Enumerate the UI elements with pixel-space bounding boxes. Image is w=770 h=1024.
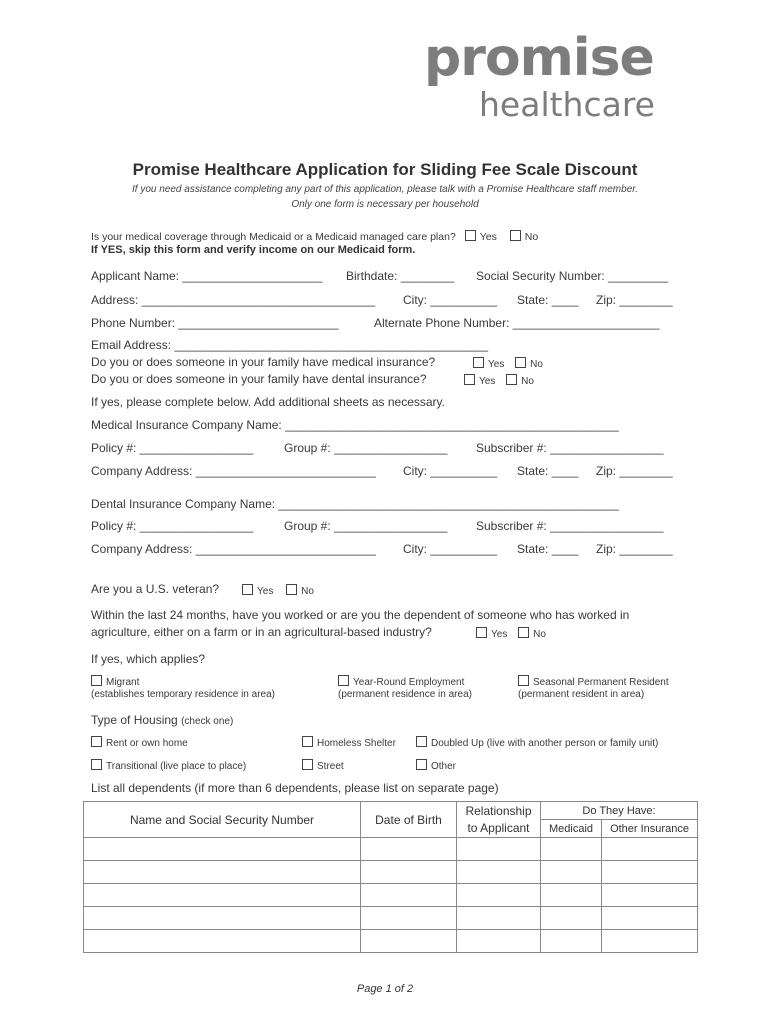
dental-group-field[interactable]: Group #: _________________ [284, 519, 448, 533]
medical-insurance-options [473, 357, 543, 370]
ssn-field[interactable]: Social Security Number: _________ [476, 269, 669, 283]
seasonal-label: Seasonal Permanent Resident [533, 677, 669, 688]
medical-group-field[interactable]: Group #: _________________ [284, 441, 448, 455]
housing-rent-own[interactable] [91, 736, 188, 749]
medical-city-field[interactable]: City: __________ [403, 464, 498, 478]
page-number: Page 1 of 2 [356, 983, 414, 995]
agriculture-question-line1: Within the last 24 months, have you worked or are you the dependent of someone who has worked in [91, 608, 630, 622]
cell[interactable] [84, 930, 361, 953]
cell[interactable] [84, 884, 361, 907]
transitional-label: Transitional (live place to place) [106, 761, 247, 772]
cell[interactable] [84, 907, 361, 930]
medicaid-yes-label: Yes [479, 231, 497, 243]
agriculture-yes-checkbox[interactable] [476, 627, 487, 638]
housing-hint: (check one) [181, 716, 234, 727]
street-checkbox[interactable] [302, 759, 313, 770]
applies-seasonal[interactable] [518, 675, 669, 688]
agriculture-no-label: No [533, 629, 546, 640]
cell[interactable] [541, 930, 602, 953]
dental-zip-field[interactable]: Zip: ________ [596, 542, 673, 556]
cell[interactable] [84, 838, 361, 861]
col-other-header: Other Insurance [602, 820, 698, 838]
transitional-checkbox[interactable] [91, 759, 102, 770]
phone-field[interactable]: Phone Number: ________________________ [91, 316, 339, 330]
cell[interactable] [602, 861, 698, 884]
table-row[interactable] [84, 838, 698, 861]
agriculture-question-line2: agriculture, either on a farm or in an agricultural-based industry? [91, 625, 432, 639]
cell[interactable] [457, 930, 541, 953]
logo-wordmark: promise [424, 28, 654, 88]
medical-no-label: No [530, 359, 543, 370]
year-round-checkbox[interactable] [338, 675, 349, 686]
dental-yes-label: Yes [479, 376, 496, 387]
medical-subscriber-field[interactable]: Subscriber #: _________________ [476, 441, 664, 455]
cell[interactable] [361, 907, 457, 930]
col-dob-header: Date of Birth [361, 802, 457, 838]
state-field[interactable]: State: ____ [517, 293, 579, 307]
migrant-label: Migrant [106, 677, 140, 688]
cell[interactable] [457, 838, 541, 861]
dependents-table [83, 801, 698, 953]
page-title: Promise Healthcare Application for Sliding Fee Scale Discount [132, 160, 638, 179]
cell[interactable] [457, 907, 541, 930]
veteran-no-checkbox[interactable] [286, 584, 297, 595]
housing-other[interactable] [416, 759, 456, 772]
year-round-note: (permanent residence in area) [338, 689, 472, 700]
cell[interactable] [361, 884, 457, 907]
medicaid-no-label: No [524, 231, 539, 243]
applies-migrant[interactable] [91, 675, 139, 688]
table-row[interactable] [84, 884, 698, 907]
applicant-name-field[interactable]: Applicant Name: _____________________ [91, 269, 323, 283]
col-medicaid-header: Medicaid [541, 820, 602, 838]
table-row[interactable] [84, 930, 698, 953]
col-relationship-line2: to Applicant [467, 820, 530, 835]
rent-own-label: Rent or own home [106, 738, 188, 749]
medical-policy-field[interactable]: Policy #: _________________ [91, 441, 254, 455]
medical-company-address-field[interactable]: Company Address: ___________________________ [91, 464, 376, 478]
birthdate-field[interactable]: Birthdate: ________ [346, 269, 455, 283]
migrant-note: (establishes temporary residence in area) [91, 689, 275, 700]
cell[interactable] [602, 930, 698, 953]
medical-zip-field[interactable]: Zip: ________ [596, 464, 673, 478]
dependents-title: List all dependents (if more than 6 dependents, please list on separate page) [91, 781, 499, 795]
doubled-up-checkbox[interactable] [416, 736, 427, 747]
year-round-label: Year-Round Employment [353, 677, 465, 688]
medicaid-question [91, 230, 538, 243]
cell[interactable] [541, 907, 602, 930]
col-relationship-header [457, 802, 541, 838]
medical-insurance-question-text: Do you or does someone in your family have medical insurance? [91, 355, 436, 369]
other-label: Other [431, 761, 457, 772]
cell[interactable] [602, 907, 698, 930]
cell[interactable] [541, 861, 602, 884]
doubled-up-label: Doubled Up (live with another person or family unit) [431, 738, 659, 749]
veteran-yes-checkbox[interactable] [242, 584, 253, 595]
address-field[interactable]: Address: ___________________________________ [91, 293, 376, 307]
housing-transitional[interactable] [91, 759, 246, 772]
logo-subtext: healthcare [479, 85, 655, 124]
medical-no-checkbox[interactable] [515, 357, 526, 368]
zip-field[interactable]: Zip: ________ [596, 293, 673, 307]
medical-yes-checkbox[interactable] [473, 357, 484, 368]
cell[interactable] [361, 930, 457, 953]
homeless-label: Homeless Shelter [317, 738, 396, 749]
dental-yes-checkbox[interactable] [464, 374, 475, 385]
subtitle-assistance: If you need assistance completing any part of this application, please talk with a Promise Healthcare staff member. [132, 184, 638, 195]
cell[interactable] [457, 884, 541, 907]
cell[interactable] [602, 884, 698, 907]
dental-policy-field[interactable]: Policy #: _________________ [91, 519, 254, 533]
cell[interactable] [84, 861, 361, 884]
col-relationship-line1: Relationship [465, 803, 532, 818]
applies-year-round[interactable] [338, 675, 464, 688]
veteran-options [242, 584, 314, 597]
cell[interactable] [541, 884, 602, 907]
homeless-checkbox[interactable] [302, 736, 313, 747]
medicaid-question-text: Is your medical coverage through Medicaid or a Medicaid managed care plan? [91, 231, 456, 243]
dental-subscriber-field[interactable]: Subscriber #: _________________ [476, 519, 664, 533]
col-name-header: Name and Social Security Number [84, 802, 361, 838]
email-field[interactable]: Email Address: _______________________________________________ [91, 338, 489, 352]
housing-homeless[interactable] [302, 736, 396, 749]
housing-doubled-up[interactable] [416, 736, 658, 749]
col-have-header: Do They Have: [541, 802, 698, 820]
cell[interactable] [361, 861, 457, 884]
dental-no-checkbox[interactable] [506, 374, 517, 385]
applies-question: If yes, which applies? [91, 652, 206, 666]
table-row[interactable] [84, 907, 698, 930]
veteran-question: Are you a U.S. veteran? [91, 582, 220, 596]
rent-own-checkbox[interactable] [91, 736, 102, 747]
dental-company-field[interactable]: Dental Insurance Company Name: ___________________________________________________ [91, 497, 619, 511]
dental-company-address-field[interactable]: Company Address: ___________________________ [91, 542, 376, 556]
veteran-no-label: No [301, 586, 314, 597]
medical-state-field[interactable]: State: ____ [517, 464, 579, 478]
dental-insurance-question: Do you or does someone in your family have dental insurance? [91, 372, 427, 386]
alt-phone-field[interactable]: Alternate Phone Number: ______________________ [374, 316, 660, 330]
veteran-yes-label: Yes [257, 586, 274, 597]
housing-title [91, 713, 233, 727]
medical-company-field[interactable]: Medical Insurance Company Name: __________________________________________________ [91, 418, 619, 432]
agriculture-options [476, 627, 546, 640]
city-field[interactable]: City: __________ [403, 293, 498, 307]
medicaid-yes-checkbox[interactable] [465, 230, 476, 241]
dental-no-label: No [521, 376, 534, 387]
medical-insurance-question [91, 355, 435, 369]
dental-state-field[interactable]: State: ____ [517, 542, 579, 556]
housing-title-text: Type of Housing [91, 713, 178, 727]
housing-street[interactable] [302, 759, 344, 772]
street-label: Street [317, 761, 344, 772]
dental-city-field[interactable]: City: __________ [403, 542, 498, 556]
seasonal-note: (permanent resident in area) [518, 689, 645, 700]
cell[interactable] [361, 838, 457, 861]
medicaid-note: If YES, skip this form and verify income on our Medicaid form. [91, 244, 416, 256]
table-row[interactable] [84, 861, 698, 884]
medical-yes-label: Yes [488, 359, 505, 370]
other-checkbox[interactable] [416, 759, 427, 770]
agriculture-no-checkbox[interactable] [518, 627, 529, 638]
cell[interactable] [602, 838, 698, 861]
subtitle-household: Only one form is necessary per household [291, 199, 479, 210]
cell[interactable] [541, 838, 602, 861]
cell[interactable] [457, 861, 541, 884]
medicaid-no-checkbox[interactable] [510, 230, 521, 241]
agriculture-yes-label: Yes [491, 629, 508, 640]
if-yes-instructions: If yes, please complete below. Add additional sheets as necessary. [91, 395, 445, 409]
migrant-checkbox[interactable] [91, 675, 102, 686]
dental-insurance-options [464, 374, 534, 387]
seasonal-checkbox[interactable] [518, 675, 529, 686]
